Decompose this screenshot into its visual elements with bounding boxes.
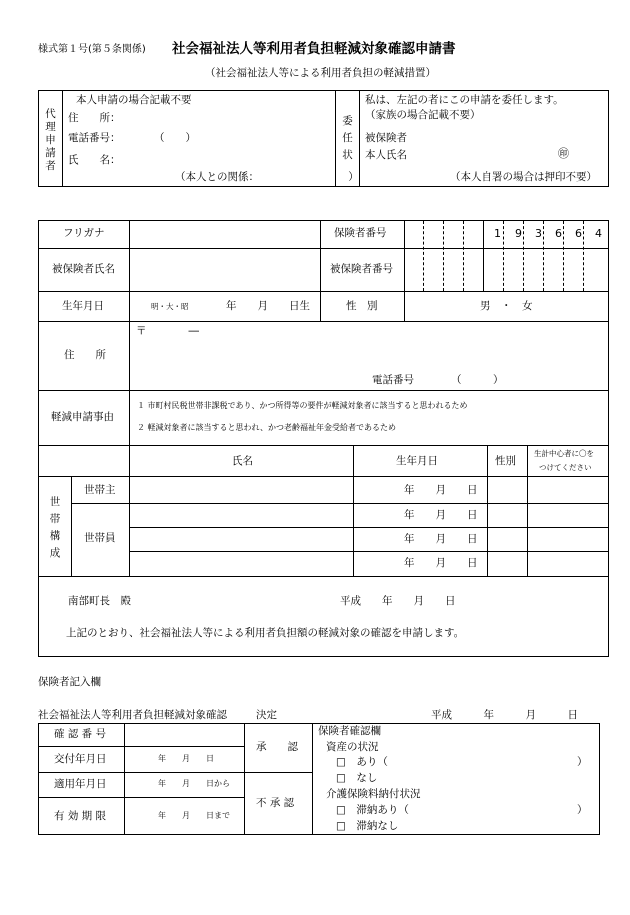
insured-name-field[interactable] xyxy=(130,249,319,290)
address-phone-label: 電話番号 xyxy=(372,374,414,386)
insurer-table xyxy=(38,723,600,835)
validity-fields: 年 月 日まで xyxy=(158,811,230,820)
agent-phone-label: 電話番号： xyxy=(68,132,121,144)
household-row-2-date[interactable]: 年 月 日 xyxy=(404,509,478,521)
household-side-label: 世 帯 構 成 xyxy=(49,496,61,559)
insurer-digit-5: 6 xyxy=(575,227,582,240)
sex-options[interactable]: 男 ・ 女 xyxy=(480,300,533,312)
approve-label: 承 認 xyxy=(256,741,298,753)
insured-name-label: 被保険者氏名 xyxy=(52,263,115,275)
furigana-field[interactable] xyxy=(130,221,319,247)
insurer-section-heading: 保険者記入欄 xyxy=(38,676,101,688)
issue-date-label: 交付年月日 xyxy=(54,753,107,765)
household-row-1-date[interactable]: 年 月 日 xyxy=(404,484,478,496)
arrears-yes-checkbox[interactable]: □ 滞納あり（ xyxy=(336,804,409,816)
insurer-digit-1: 1 xyxy=(494,227,501,240)
address-label: 住 所 xyxy=(64,349,106,361)
furigana-label: フリガナ xyxy=(63,227,105,239)
insured-number-field[interactable] xyxy=(405,249,608,290)
postal-code[interactable]: 〒 ― xyxy=(136,325,199,337)
decision-date: 平成 年 月 日 xyxy=(431,709,578,721)
premium-label: 介護保険料納付状況 xyxy=(326,788,421,800)
agent-name-label: 氏 名： xyxy=(68,154,121,166)
agent-address-label: 住 所： xyxy=(68,112,121,124)
address-phone-parens: （ ） xyxy=(451,374,504,386)
delegation-side-label: 委 任 状 xyxy=(342,115,353,161)
insurer-digit-6: 4 xyxy=(595,227,602,240)
household-col-sex: 性別 xyxy=(495,455,516,467)
household-col-center-2: つけてください xyxy=(539,463,592,472)
household-col-center-1: 生計中心者に〇を xyxy=(534,449,594,458)
page-subtitle: （社会福祉法人等による利用者負担の軽減措置） xyxy=(205,67,436,79)
birth-fields: 年 月 日生 xyxy=(226,300,310,312)
disapprove-label: 不 承 認 xyxy=(256,797,295,809)
household-head-label: 世帯主 xyxy=(84,484,116,496)
agent-note: 本人申請の場合記載不要 xyxy=(76,94,192,106)
reason-option-1[interactable]: １ 市町村民税世帯非課税であり、かつ所得等の要件が軽減対象者に該当すると思われるため xyxy=(137,401,468,410)
assets-label: 資産の状況 xyxy=(326,741,379,753)
delegation-name-label: 本人氏名 xyxy=(365,149,407,161)
page-title: 社会福祉法人等利用者負担軽減対象確認申請書 xyxy=(172,41,456,57)
reason-label: 軽減申請事由 xyxy=(51,411,114,423)
validity-label: 有 効 期 限 xyxy=(54,810,107,822)
application-date[interactable]: 平成 年 月 日 xyxy=(340,595,456,607)
seal-mark: ㊞ xyxy=(558,147,569,160)
insurer-check-heading: 保険者確認欄 xyxy=(318,725,381,737)
reason-option-2[interactable]: ２ 軽減対象者に該当すると思われ、かつ老齢福祉年金受給者であるため xyxy=(137,423,397,432)
decision-label: 決定 xyxy=(256,709,277,721)
insurer-number-label: 保険者番号 xyxy=(334,227,387,239)
assets-yes-checkbox[interactable]: □ あり（ xyxy=(336,756,388,768)
household-member-label: 世帯員 xyxy=(84,532,116,544)
insurer-digit-3: 3 xyxy=(535,227,542,240)
apply-date-label: 適用年月日 xyxy=(54,778,107,790)
issue-date-fields: 年 月 日 xyxy=(158,754,214,763)
household-row-3-date[interactable]: 年 月 日 xyxy=(404,533,478,545)
arrears-close-paren: ） xyxy=(577,804,588,816)
insurer-digit-4: 6 xyxy=(555,227,562,240)
assets-no-checkbox[interactable]: □ なし xyxy=(336,772,378,784)
insurer-digit-2: 9 xyxy=(515,227,522,240)
confirm-number-label: 確 認 番 号 xyxy=(54,728,107,740)
application-statement: 上記のとおり、社会福祉法人等による利用者負担額の軽減対象の確認を申請します。 xyxy=(66,627,465,639)
household-row-4-date[interactable]: 年 月 日 xyxy=(404,557,478,569)
delegation-insured-label: 被保険者 xyxy=(365,132,407,144)
insured-number-label: 被保険者番号 xyxy=(330,263,393,275)
agent-side-label: 代 理 申 請 者 xyxy=(45,108,56,172)
household-col-name: 氏名 xyxy=(232,455,253,467)
agent-phone-parens: （ ） xyxy=(154,132,196,144)
delegation-statement: 私は、左記の者にこの申請を委任します。 xyxy=(365,94,564,106)
household-col-birth: 生年月日 xyxy=(396,455,438,467)
seal-note: （本人自署の場合は押印不要） xyxy=(450,171,597,183)
decision-title: 社会福祉法人等利用者負担軽減対象確認 xyxy=(38,709,227,721)
birth-label: 生年月日 xyxy=(62,300,104,312)
apply-date-fields: 年 月 日から xyxy=(158,779,230,788)
addressee: 南部町長 殿 xyxy=(68,595,131,607)
arrears-no-checkbox[interactable]: □ 滞納なし xyxy=(336,820,399,832)
sex-label: 性 別 xyxy=(346,300,378,312)
form-number: 様式第１号(第５条関係) xyxy=(38,44,146,55)
delegation-family-note: （家族の場合記載不要） xyxy=(365,109,481,121)
assets-close-paren: ） xyxy=(577,756,588,768)
agent-relation: （本人との関係： ） xyxy=(175,171,359,183)
birth-era: 明・大・昭 xyxy=(151,302,189,311)
